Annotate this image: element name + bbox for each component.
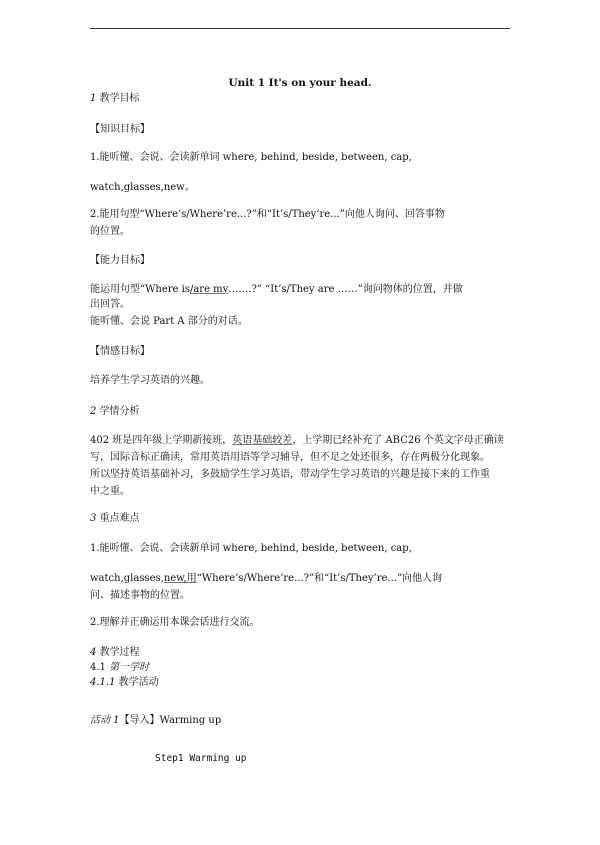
subsection-4-1-1 bbox=[90, 677, 159, 689]
analysis-line-3: 所以坚持英语基础补习，多鼓励学生学习英语，带动学生学习英语的兴趣是接下来的工作重 bbox=[90, 469, 490, 480]
analysis-text-b: ，上学期已经补充了 ABC26 个英文字母正确读 bbox=[292, 435, 504, 446]
section-label: 教学目标 bbox=[99, 93, 140, 104]
header-rule bbox=[90, 28, 510, 29]
subsection-label: 第一学时 bbox=[109, 662, 150, 673]
knowledge-item-1-line-1: 1.能听懂、会说、会读新单词 where, behind, beside, between, cap, bbox=[90, 152, 412, 163]
ability-underlined-text: /are my bbox=[189, 284, 229, 295]
section-number: 3 bbox=[90, 513, 97, 524]
keypoints-item-1-line-3: 问、描述事物的位置。 bbox=[90, 590, 190, 601]
section-number: 4 bbox=[90, 647, 97, 658]
section-2-heading bbox=[90, 406, 140, 418]
ability-line-3: 能听懂、会说 Part A 部分的对话。 bbox=[90, 316, 248, 327]
keypoints-text-b: “Where’s/Where’re...?”和“It’s/They’re...”向他人询 bbox=[196, 573, 443, 584]
subsection-4-1 bbox=[90, 662, 149, 674]
keypoints-item-1: 1.能听懂、会说、会读新单词 where, behind, beside, between, cap, bbox=[90, 543, 412, 554]
analysis-line-1 bbox=[90, 435, 504, 447]
emotion-goal-heading: 【情感目标】 bbox=[90, 346, 150, 357]
step-1-line: Step1 Warming up bbox=[155, 753, 247, 764]
analysis-line-2: 写，国际音标正确读，常用英语用语等学习辅导，但不足之处还很多，存在两极分化现象。 bbox=[90, 452, 490, 463]
ability-line-2: 出回答。 bbox=[90, 299, 130, 310]
subsection-label: 教学活动 bbox=[118, 677, 159, 688]
section-4-heading bbox=[90, 647, 140, 659]
keypoints-item-2: 2.理解并正确运用本课会话进行交流。 bbox=[90, 617, 260, 628]
section-label: 重点难点 bbox=[99, 513, 140, 524]
keypoints-underlined-text: new,用 bbox=[163, 573, 197, 584]
subsection-number: 4.1.1 bbox=[90, 677, 116, 688]
section-3-heading bbox=[90, 513, 140, 525]
activity-title: 【导入】Warming up bbox=[119, 715, 222, 726]
analysis-text-a: 402 班是四年级上学期新接班， bbox=[90, 435, 233, 446]
activity-label: 活动 1 bbox=[90, 715, 120, 726]
knowledge-item-2-line-2: 的位置。 bbox=[90, 226, 130, 237]
document-title: Unit 1 It's on your head. bbox=[228, 77, 372, 89]
subsection-number: 4.1 bbox=[90, 662, 106, 673]
section-label: 学情分析 bbox=[99, 406, 140, 417]
section-number: 1 bbox=[90, 93, 97, 104]
emotion-line-1: 培养学生学习英语的兴趣。 bbox=[90, 375, 210, 386]
ability-line-1 bbox=[90, 284, 463, 296]
ability-goal-heading: 【能力目标】 bbox=[90, 255, 150, 266]
keypoints-text-a: watch,glasses, bbox=[90, 573, 164, 584]
section-1-heading bbox=[90, 93, 140, 105]
ability-text-a: 能运用句型“Where is bbox=[90, 284, 190, 295]
analysis-underlined-text: 英语基础较差 bbox=[232, 435, 293, 446]
analysis-line-4: 中之重。 bbox=[90, 486, 130, 497]
keypoints-item-1-cont bbox=[90, 573, 442, 585]
activity-1-heading bbox=[90, 715, 221, 727]
knowledge-goal-heading: 【知识目标】 bbox=[90, 124, 150, 135]
ability-text-b: …….?” “It’s/They are ……”询问物体的位置，并做 bbox=[228, 284, 463, 295]
knowledge-item-1-line-2: watch,glasses,new。 bbox=[90, 182, 195, 193]
section-number: 2 bbox=[90, 406, 97, 417]
section-label: 教学过程 bbox=[99, 647, 140, 658]
knowledge-item-2-line-1: 2.能用句型“Where’s/Where’re...?”和“It’s/They’re...”向他人询问、回答事物 bbox=[90, 209, 445, 220]
